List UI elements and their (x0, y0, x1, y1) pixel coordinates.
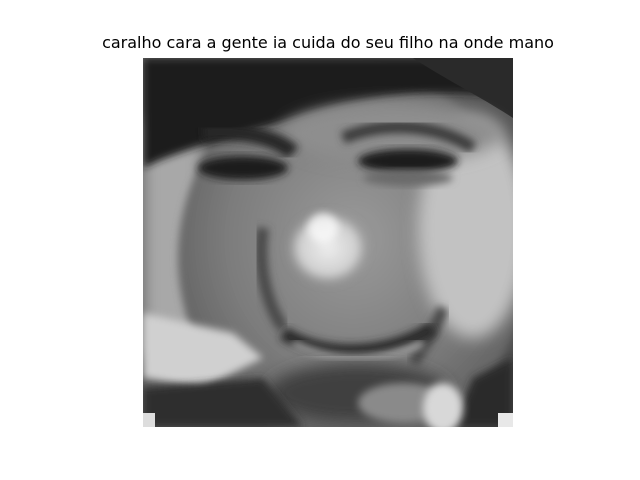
grayscale-face-image (143, 58, 513, 427)
figure-title: caralho cara a gente ia cuida do seu filho na onde mano (102, 33, 554, 52)
